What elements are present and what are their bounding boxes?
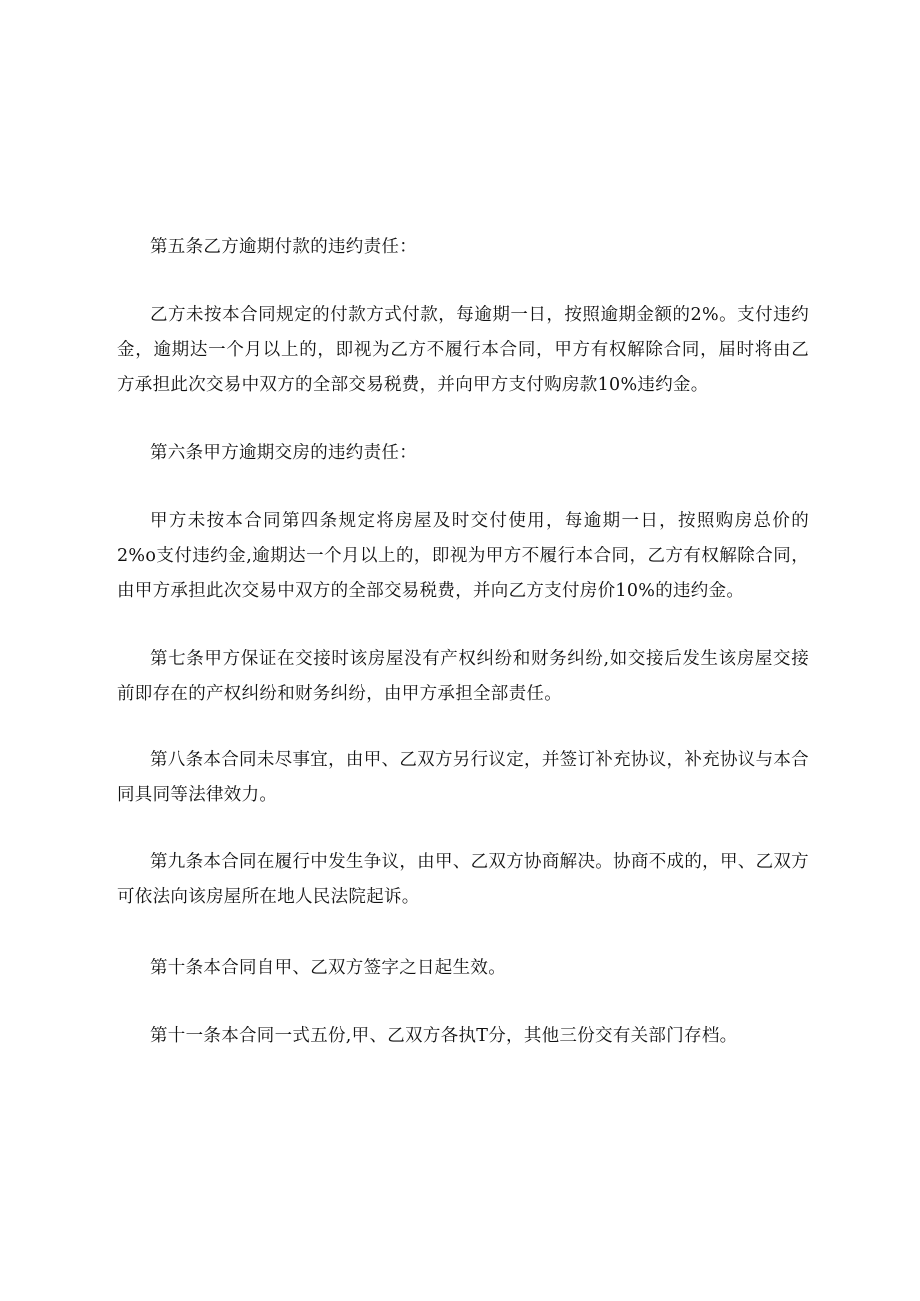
clause-11: 第十一条本合同一式五份,甲、乙双方各执T分，其他三份交有关部门存档。 <box>150 1026 738 1046</box>
clause-9: 第九条本合同在履行中发生争议，由甲、乙双方协商解决。协商不成的，甲、乙双方可依法向该房屋所在地人民法院起诉。 <box>117 852 809 907</box>
clause-6-heading: 第六条甲方逾期交房的违约责任： <box>150 443 417 463</box>
clause-5-heading: 第五条乙方逾期付款的违约责任： <box>150 237 417 257</box>
clause-7: 第七条甲方保证在交接时该房屋没有产权纠纷和财务纠纷,如交接后发生该房屋交接前即存在的产权纠纷和财务纠纷，由甲方承担全部责任。 <box>117 649 809 704</box>
clause-10: 第十条本合同自甲、乙双方签字之日起生效。 <box>150 958 506 978</box>
clause-6-body: 甲方未按本合同第四条规定将房屋及时交付使用，每逾期一日，按照购房总价的2%o支付违约金,逾期达一个月以上的，即视为甲方不履行本合同，乙方有权解除合同，由甲方承担此次交易中双方的全部交易税费，并向乙方支付房价10%的违约金。 <box>117 511 809 601</box>
clause-5-body: 乙方未按本合同规定的付款方式付款，每逾期一日，按照逾期金额的2%。支付违约金，逾期达一个月以上的，即视为乙方不履行本合同，甲方有权解除合同，届时将由乙方承担此次交易中双方的全部交易税费，并向甲方支付购房款10%违约金。 <box>117 305 809 395</box>
clause-8: 第八条本合同未尽事宜，由甲、乙双方另行议定，并签订补充协议，补充协议与本合同具同等法律效力。 <box>117 750 809 805</box>
